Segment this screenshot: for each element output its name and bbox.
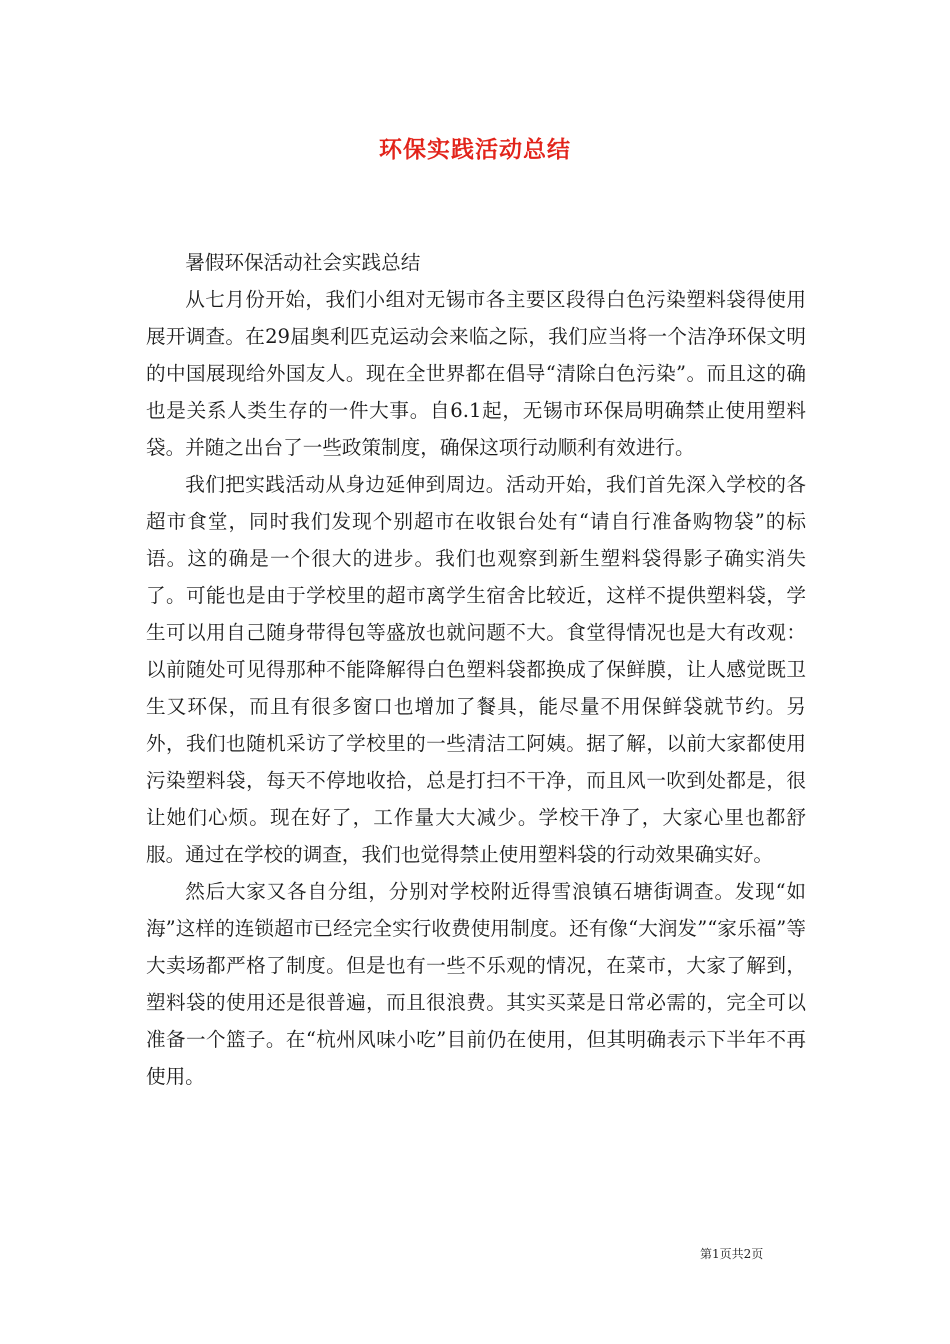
paragraph: 我们把实践活动从身边延伸到周边。活动开始，我们首先深入学校的各超市食堂，同时我们发现个别超市在收银台处有“请自行准备购物袋”的标语。这的确是一个很大的进步。我们也观察到新生塑料袋得影子确实消失了。可能也是由于学校里的超市离学生宿舍比较近，这样不提供塑料袋，学生可以用自己随身带得包等盛放也就问题不大。食堂得情况也是大有改观：以前随处可见得那种不能降解得白色塑料袋都换成了保鲜膜，让人感觉既卫生又环保，而且有很多窗口也增加了餐具，能尽量不用保鲜袋就节约。另外，我们也随机采访了学校里的一些清洁工阿姨。据了解，以前大家都使用污染塑料袋，每天不停地收拾，总是打扫不干净，而且风一吹到处都是，很让她们心烦。现在好了，工作量大大减少。学校干净了，大家心里也都舒服。通过在学校的调查，我们也觉得禁止使用塑料袋的行动效果确实好。 xyxy=(146,473,806,866)
document-title: 环保实践活动总结 xyxy=(379,136,571,163)
paragraph: 然后大家又各自分组，分别对学校附近得雪浪镇石塘街调查。发现“如海”这样的连锁超市已经完全实行收费使用制度。还有像“大润发”“家乐福”等大卖场都严格了制度。但是也有一些不乐观的情况，在菜市，大家了解到，塑料袋的使用还是很普遍，而且很浪费。其实买菜是日常必需的，完全可以准备一个篮子。在“杭州风味小吃”目前仍在使用，但其明确表示下半年不再使用。 xyxy=(146,880,806,1088)
paragraph: 从七月份开始，我们小组对无锡市各主要区段得白色污染塑料袋得使用展开调查。在29届奥利匹克运动会来临之际，我们应当将一个洁净环保文明的中国展现给外国友人。现在全世界都在倡导“清除白色污染”。而且这的确也是关系人类生存的一件大事。自6.1起，无锡市环保局明确禁止使用塑料袋。并随之出台了一些政策制度，确保这项行动顺利有效进行。 xyxy=(146,288,806,459)
page-number: 第1页共2页 xyxy=(700,1247,764,1261)
paragraph-subtitle: 暑假环保活动社会实践总结 xyxy=(185,251,421,274)
document-body xyxy=(146,244,806,1095)
